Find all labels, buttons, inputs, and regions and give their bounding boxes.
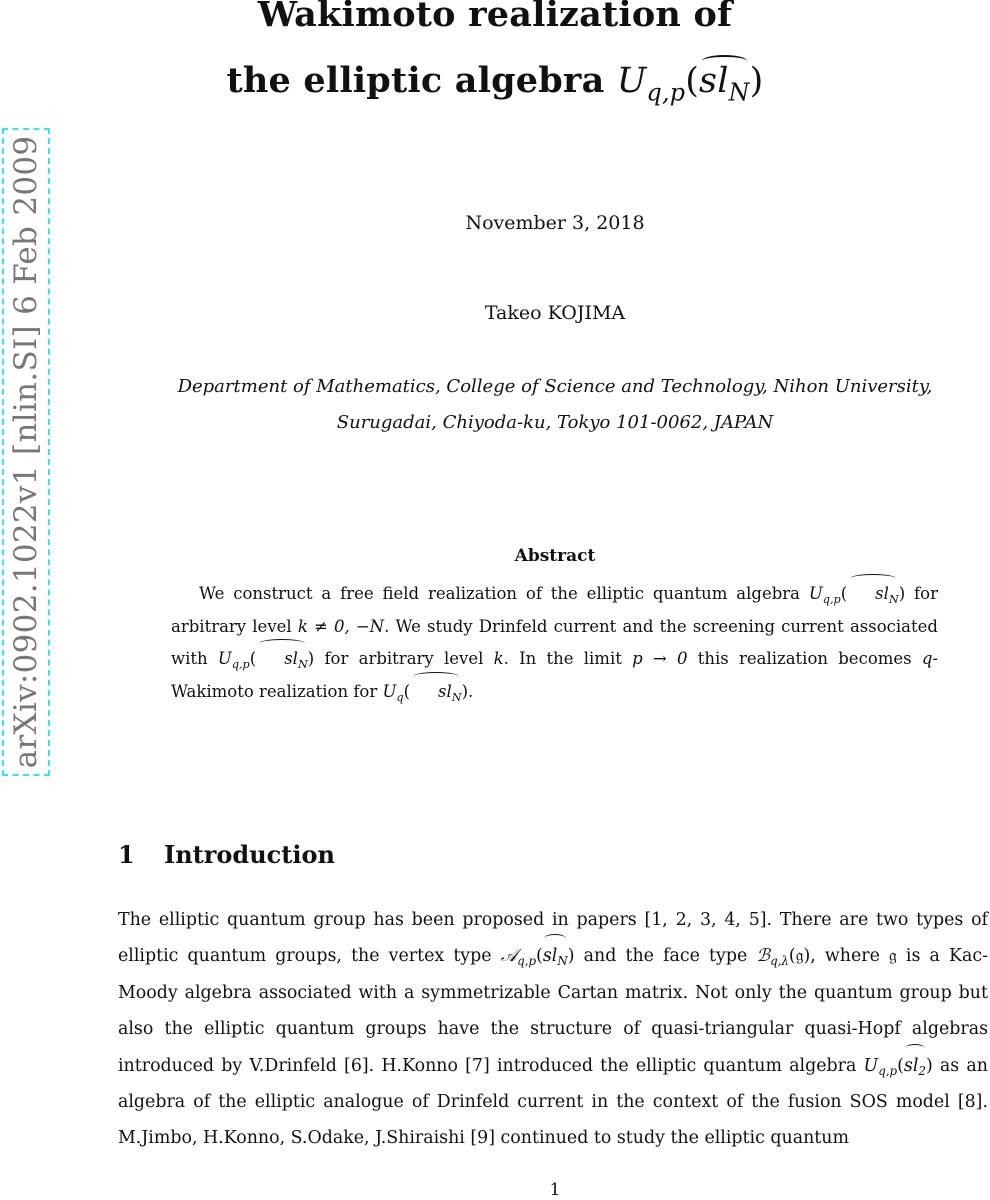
page-number: 1 (549, 1180, 561, 1200)
affiliation-line-2: Surugadai, Chiyoda-ku, Tokyo 101-0062, JAPAN (336, 412, 774, 433)
title-math: $U_{q,p}(sl_N)$ (616, 61, 764, 107)
paper-title-line-1: Wakimoto realization of (257, 0, 733, 35)
intro-paragraph: The elliptic quantum group has been proposed in papers [1, 2, 3, 4, 5]. There are two types of elliptic quantum groups, the vertex type $𝒜_{q,p}(sl_N)$ and the face type ℬ$_{q,\lambda}$(𝔤), where 𝔤 is a Kac-Moody algebra associated with a symmetrizable Cartan matrix. Not only the quantum group but also the elliptic quantum groups have the structure of quasi-triangular quasi-Hopf algebras introduced by V.Drinfeld [6]. H.Konno [7] introduced the elliptic quantum algebra $U_{q,p}(sl_2)$ as an algebra of the elliptic analogue of Drinfeld current in the context of the fusion SOS model [8]. M.Jimbo, H.Konno, S.Odake, J.Shiraishi [9] continued to study the elliptic quantum (118, 910, 988, 1149)
abstract-body: We construct a free field realization of the elliptic quantum algebra $U_{q,p}$( $sl_N$) for arbitrary level k ≠ 0, −N. We study Drinfeld current and the screening current associated with $U_{q,p}$( $sl_N$) for arbitrary level k. In the limit p → 0 this realization becomes q-Wakimoto realization for $U_q$( $sl_N$). (171, 578, 938, 708)
paper-title-line-2: the elliptic algebra $U_{q,p}(sl_N)$ (226, 60, 764, 107)
affiliation-line-1: Department of Mathematics, College of Science and Technology, Nihon University, (177, 376, 933, 397)
abstract-heading: Abstract (514, 546, 596, 566)
section-heading (118, 840, 335, 869)
arxiv-stamp: arXiv:0902.1022v1 [nlin.SI] 6 Feb 2009 (8, 135, 44, 769)
author: Takeo KOJIMA (484, 302, 626, 324)
date: November 3, 2018 (465, 212, 645, 234)
arxiv-stamp-box (2, 128, 50, 776)
section-number: 1 (118, 840, 135, 869)
section-title: Introduction (164, 840, 335, 869)
